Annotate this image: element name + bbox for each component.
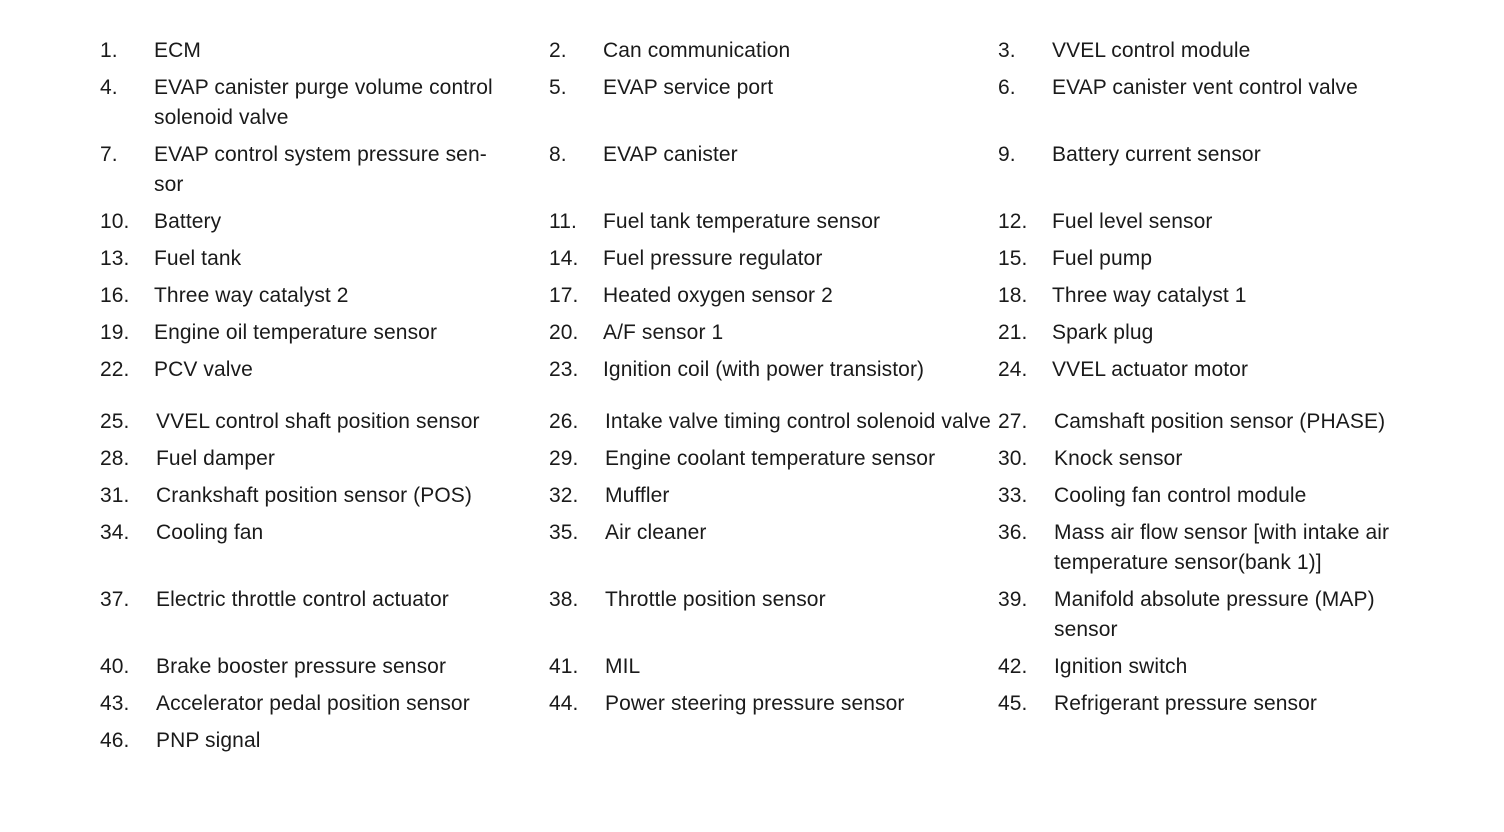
legend-item-number: 16. xyxy=(100,284,130,307)
legend-item-number: 28. xyxy=(100,447,130,470)
legend-item-label: Ignition switch xyxy=(1054,655,1188,678)
legend-item xyxy=(100,481,549,511)
legend-item-label: Refrigerant pressure sensor xyxy=(1054,692,1317,715)
legend-item xyxy=(549,140,998,200)
legend-item xyxy=(998,481,1440,511)
legend-item xyxy=(549,481,998,511)
legend-item xyxy=(100,281,549,311)
legend-item-number: 22. xyxy=(100,358,130,381)
legend-item-number: 37. xyxy=(100,588,130,611)
legend-item xyxy=(100,652,549,682)
legend-item-number: 13. xyxy=(100,247,130,270)
legend-item xyxy=(100,726,549,756)
legend-item-label: Power steering pressure sensor xyxy=(605,692,905,715)
legend-item xyxy=(100,207,549,237)
legend-item-label: PNP signal xyxy=(156,729,261,752)
legend-item xyxy=(998,318,1440,348)
legend-item xyxy=(549,318,998,348)
legend-item-number: 17. xyxy=(549,284,579,307)
legend-item-label: Heated oxygen sensor 2 xyxy=(603,284,833,307)
legend-item-number: 35. xyxy=(549,521,579,544)
legend-item-label: Brake booster pressure sensor xyxy=(156,655,447,678)
legend-item-number: 30. xyxy=(998,447,1028,470)
legend-item-number: 20. xyxy=(549,321,579,344)
legend-item xyxy=(998,281,1440,311)
legend-item xyxy=(998,585,1440,645)
legend-item-label: EVAP control system pressure sen- sor xyxy=(154,143,487,196)
legend-item xyxy=(549,244,998,274)
legend-item-label: Engine oil temperature sensor xyxy=(154,321,438,344)
legend-item-number: 4. xyxy=(100,76,118,99)
legend-item-label: VVEL control shaft position sensor xyxy=(156,410,480,433)
legend-item-number: 5. xyxy=(549,76,567,99)
legend-item-label: PCV valve xyxy=(154,358,253,381)
legend-item xyxy=(998,689,1440,719)
legend-item-number: 29. xyxy=(549,447,579,470)
legend-item-label: Spark plug xyxy=(1052,321,1154,344)
legend-item-number: 38. xyxy=(549,588,579,611)
legend-item-label: A/F sensor 1 xyxy=(603,321,724,344)
legend-item xyxy=(549,73,998,133)
legend-item-label: EVAP canister purge volume control solenoid valve xyxy=(154,76,493,129)
legend-item-label: Engine coolant temperature sensor xyxy=(605,447,936,470)
legend-item-label: Electric throttle control actuator xyxy=(156,588,449,611)
legend-item-label: EVAP canister vent control valve xyxy=(1052,76,1358,99)
legend-item-label: EVAP service port xyxy=(603,76,774,99)
legend-item-label: Fuel pressure regulator xyxy=(603,247,823,270)
component-legend xyxy=(100,36,1440,756)
legend-item-label: Camshaft position sensor (PHASE) xyxy=(1054,410,1386,433)
legend-item-label: Fuel pump xyxy=(1052,247,1153,270)
legend-item-number: 8. xyxy=(549,143,567,166)
legend-item xyxy=(100,407,549,437)
legend-item xyxy=(549,355,998,385)
legend-item-number: 43. xyxy=(100,692,130,715)
legend-block-1-24 xyxy=(100,36,1440,385)
legend-item xyxy=(549,585,998,645)
legend-item-number: 10. xyxy=(100,210,130,233)
legend-item-number: 21. xyxy=(998,321,1028,344)
legend-item-number: 25. xyxy=(100,410,130,433)
legend-item xyxy=(998,407,1440,437)
legend-item xyxy=(549,281,998,311)
legend-item-number: 19. xyxy=(100,321,130,344)
legend-item xyxy=(549,444,998,474)
legend-item-label: VVEL actuator motor xyxy=(1052,358,1249,381)
legend-item xyxy=(100,689,549,719)
legend-item xyxy=(998,73,1440,133)
legend-item-label: Accelerator pedal position sensor xyxy=(156,692,470,715)
legend-item-label: EVAP canister xyxy=(603,143,738,166)
legend-item-number: 46. xyxy=(100,729,130,752)
legend-item-number: 40. xyxy=(100,655,130,678)
legend-item-label: Fuel tank xyxy=(154,247,242,270)
legend-item xyxy=(549,36,998,66)
legend-item xyxy=(998,652,1440,682)
legend-item-label: Can communication xyxy=(603,39,791,62)
legend-item xyxy=(100,140,549,200)
legend-item-label: Mass air flow sensor [with intake air temperature sensor(bank 1)] xyxy=(1054,521,1390,574)
legend-item xyxy=(100,444,549,474)
legend-item-label: Manifold absolute pressure (MAP) sensor xyxy=(1054,588,1375,641)
legend-item xyxy=(100,244,549,274)
legend-item xyxy=(549,207,998,237)
legend-item-label: Cooling fan xyxy=(156,521,264,544)
legend-item-number: 15. xyxy=(998,247,1028,270)
legend-item-number: 12. xyxy=(998,210,1028,233)
legend-item xyxy=(100,318,549,348)
legend-item-label: ECM xyxy=(154,39,201,62)
legend-item-number: 45. xyxy=(998,692,1028,715)
legend-item-number: 41. xyxy=(549,655,579,678)
legend-item xyxy=(549,689,998,719)
legend-item-number: 9. xyxy=(998,143,1016,166)
legend-item-number: 44. xyxy=(549,692,579,715)
legend-item-number: 42. xyxy=(998,655,1028,678)
legend-item xyxy=(549,407,998,437)
legend-item-label: Muffler xyxy=(605,484,670,507)
legend-item-number: 33. xyxy=(998,484,1028,507)
legend-item xyxy=(549,518,998,578)
legend-item xyxy=(998,355,1440,385)
legend-item xyxy=(100,355,549,385)
legend-item-label: Cooling fan control module xyxy=(1054,484,1307,507)
legend-item xyxy=(998,244,1440,274)
legend-item xyxy=(998,518,1440,578)
legend-item xyxy=(549,652,998,682)
legend-item-label: Fuel tank temperature sensor xyxy=(603,210,881,233)
legend-item xyxy=(100,36,549,66)
legend-item-number: 3. xyxy=(998,39,1016,62)
legend-item-label: VVEL control module xyxy=(1052,39,1251,62)
legend-item-label: Intake valve timing control solenoid valve xyxy=(605,410,991,433)
legend-item-label: Ignition coil (with power transistor) xyxy=(603,358,925,381)
legend-item-number: 36. xyxy=(998,521,1028,544)
legend-item-number: 1. xyxy=(100,39,118,62)
legend-item-number: 32. xyxy=(549,484,579,507)
legend-item-label: Battery xyxy=(154,210,222,233)
legend-item xyxy=(998,444,1440,474)
legend-item xyxy=(998,36,1440,66)
legend-item-label: Knock sensor xyxy=(1054,447,1183,470)
legend-item-label: Three way catalyst 1 xyxy=(1052,284,1247,307)
legend-item-number: 7. xyxy=(100,143,118,166)
legend-item-label: Battery current sensor xyxy=(1052,143,1261,166)
legend-item-number: 34. xyxy=(100,521,130,544)
legend-item-number: 11. xyxy=(549,210,577,233)
legend-item xyxy=(998,140,1440,200)
legend-item-label: Three way catalyst 2 xyxy=(154,284,349,307)
legend-item-label: Throttle position sensor xyxy=(605,588,826,611)
legend-item-number: 2. xyxy=(549,39,567,62)
legend-item-number: 39. xyxy=(998,588,1028,611)
legend-item-label: MIL xyxy=(605,655,641,678)
legend-item-number: 14. xyxy=(549,247,579,270)
legend-item-label: Crankshaft position sensor (POS) xyxy=(156,484,472,507)
legend-item-label: Fuel level sensor xyxy=(1052,210,1213,233)
legend-item-number: 24. xyxy=(998,358,1028,381)
legend-block-25-46 xyxy=(100,407,1440,756)
legend-item xyxy=(100,73,549,133)
legend-item-number: 26. xyxy=(549,410,579,433)
legend-item-number: 23. xyxy=(549,358,579,381)
legend-item-number: 27. xyxy=(998,410,1028,433)
legend-item-number: 6. xyxy=(998,76,1016,99)
legend-item xyxy=(100,585,549,645)
legend-item-number: 18. xyxy=(998,284,1028,307)
legend-item-label: Air cleaner xyxy=(605,521,707,544)
legend-item xyxy=(998,207,1440,237)
legend-item-label: Fuel damper xyxy=(156,447,275,470)
legend-item xyxy=(100,518,549,578)
legend-item-number: 31. xyxy=(100,484,130,507)
